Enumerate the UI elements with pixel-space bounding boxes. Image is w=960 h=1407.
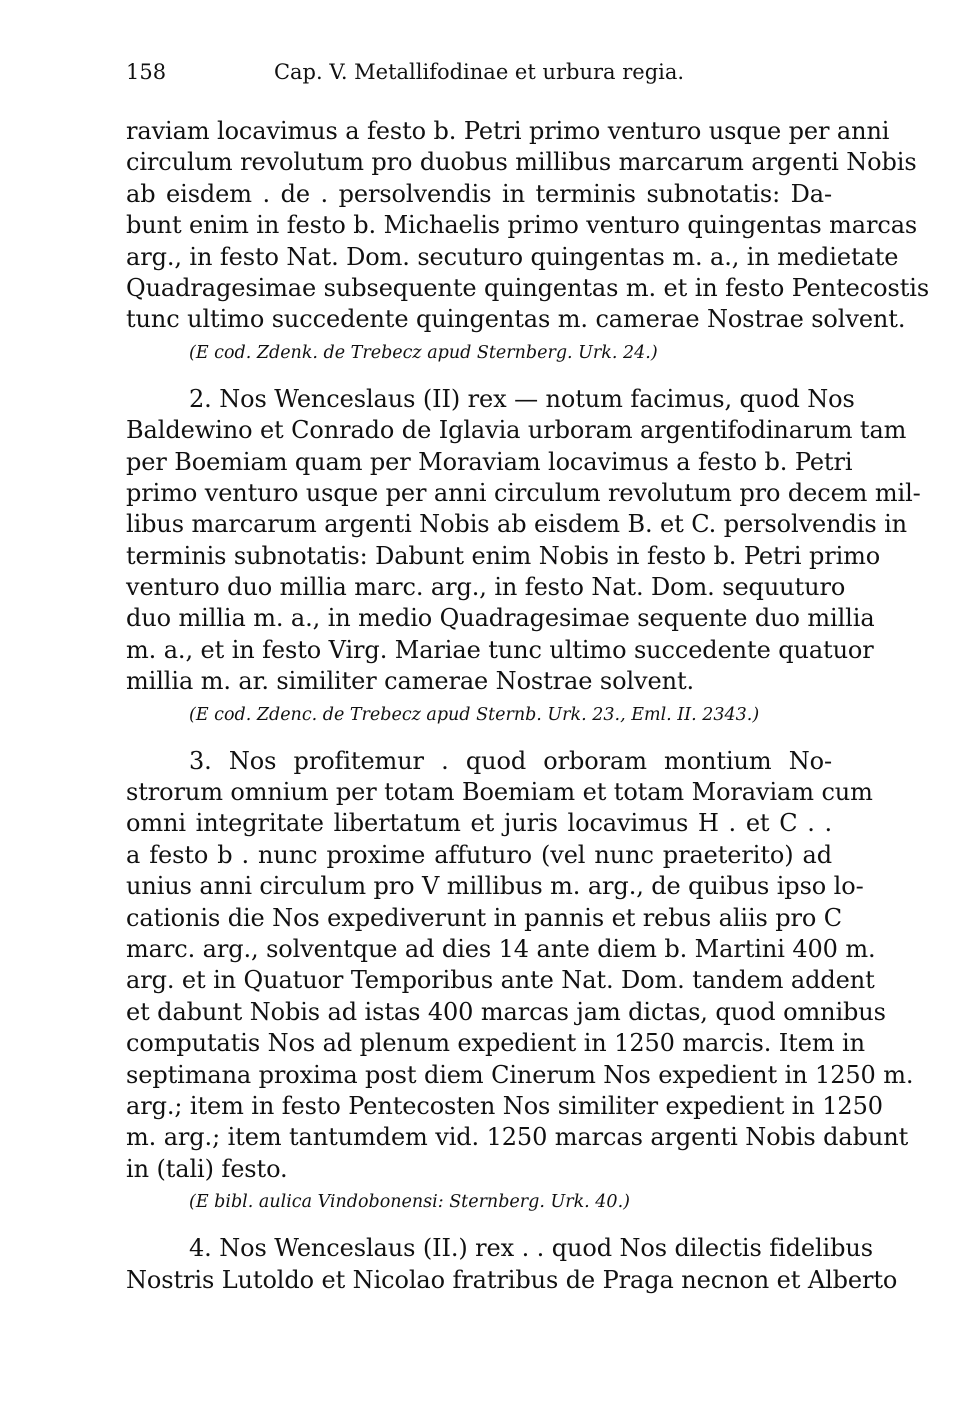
text-line: bunt enim in festo b. Michaelis primo venturo quingentas marcas <box>126 211 918 240</box>
text-line: 4. Nos Wenceslaus (II.) rex . . quod Nos dilectis fidelibus <box>189 1234 873 1263</box>
running-head: Cap. V. Metallifodinae et urbura regia. <box>273 60 685 84</box>
page-number: 158 <box>126 60 167 84</box>
paragraph-section <box>126 116 930 384</box>
text-line: Baldewino et Conrado de Iglavia urboram argentifodinarum tam <box>126 416 907 445</box>
text-line: m. arg.; item tantumdem vid. 1250 marcas argenti Nobis dabunt <box>126 1123 909 1152</box>
paragraph-section <box>126 384 921 746</box>
page-body <box>126 116 930 1296</box>
text-line: primo venturo usque per anni circulum revolutum pro decem mil- <box>126 478 921 507</box>
text-line: computatis Nos ad plenum expedient in 1250 marcis. Item in <box>126 1029 865 1058</box>
text-line: arg. et in Quatuor Temporibus ante Nat. Dom. tandem addent <box>126 966 875 995</box>
text-line: marc. arg., solventque ad dies 14 ante diem b. Martini 400 m. <box>126 934 876 963</box>
text-line: arg.; item in festo Pentecosten Nos similiter expedient in 1250 <box>126 1091 883 1120</box>
text-line: venturo duo millia marc. arg., in festo Nat. Dom. sequuturo <box>126 573 846 602</box>
text-line: 3. Nos profitemur . quod orboram montium No- <box>189 746 832 775</box>
text-line: tunc ultimo succedente quingentas m. camerae Nostrae solvent. <box>126 305 906 334</box>
text-line: arg., in festo Nat. Dom. secuturo quingentas m. a., in medietate <box>126 242 899 271</box>
page-header <box>126 60 832 90</box>
text-line: cationis die Nos expediverunt in pannis et rebus aliis pro C <box>126 903 843 932</box>
section-gap <box>126 364 832 384</box>
text-line: circulum revolutum pro duobus millibus marcarum argenti Nobis <box>126 148 917 177</box>
paragraph-section <box>126 746 914 1233</box>
text-line: 2. Nos Wenceslaus (II) rex — notum facimus, quod Nos <box>189 384 855 413</box>
section-gap <box>126 1213 832 1233</box>
text-line: in (tali) festo. <box>126 1154 288 1183</box>
text-line: libus marcarum argenti Nobis ab eisdem B. et C. persolvendis in <box>126 510 908 539</box>
text-line: ab eisdem . de . persolvendis in terminis subnotatis: Da- <box>126 179 832 208</box>
text-line: millia m. ar. similiter camerae Nostrae solvent. <box>126 667 695 696</box>
text-line: omni integritate libertatum et juris locavimus H . et C . . <box>126 809 832 838</box>
text-line: strorum omnium per totam Boemiam et totam Moraviam cum <box>126 778 873 807</box>
text-line: duo millia m. a., in medio Quadragesimae sequente duo millia <box>126 604 875 633</box>
text-line: m. a., et in festo Virg. Mariae tunc ultimo succedente quatuor <box>126 635 874 664</box>
paragraph-section <box>126 1233 898 1296</box>
text-line: Quadragesimae subsequente quingentas m. et in festo Pentecostis <box>126 273 930 302</box>
text-line: septimana proxima post diem Cinerum Nos expedient in 1250 m. <box>126 1060 914 1089</box>
source-citation: (E cod. Zdenk. de Trebecz apud Sternberg. Urk. 24.) <box>189 342 658 363</box>
section-gap <box>126 726 832 746</box>
source-citation: (E cod. Zdenc. de Trebecz apud Sternb. Urk. 23., Eml. II. 2343.) <box>189 704 760 725</box>
source-citation: (E bibl. aulica Vindobonensi: Sternberg. Urk. 40.) <box>189 1192 630 1213</box>
text-line: terminis subnotatis: Dabunt enim Nobis in festo b. Petri primo <box>126 541 881 570</box>
text-line: a festo b . nunc proxime affuturo (vel nunc praeterito) ad <box>126 840 832 869</box>
text-line: per Boemiam quam per Moraviam locavimus a festo b. Petri <box>126 447 853 476</box>
text-line: unius anni circulum pro V millibus m. arg., de quibus ipso lo- <box>126 872 864 901</box>
text-line: raviam locavimus a festo b. Petri primo venturo usque per anni <box>126 117 890 145</box>
text-line: et dabunt Nobis ad istas 400 marcas jam dictas, quod omnibus <box>126 997 886 1026</box>
text-line: Nostris Lutoldo et Nicolao fratribus de Praga necnon et Alberto <box>126 1265 898 1294</box>
